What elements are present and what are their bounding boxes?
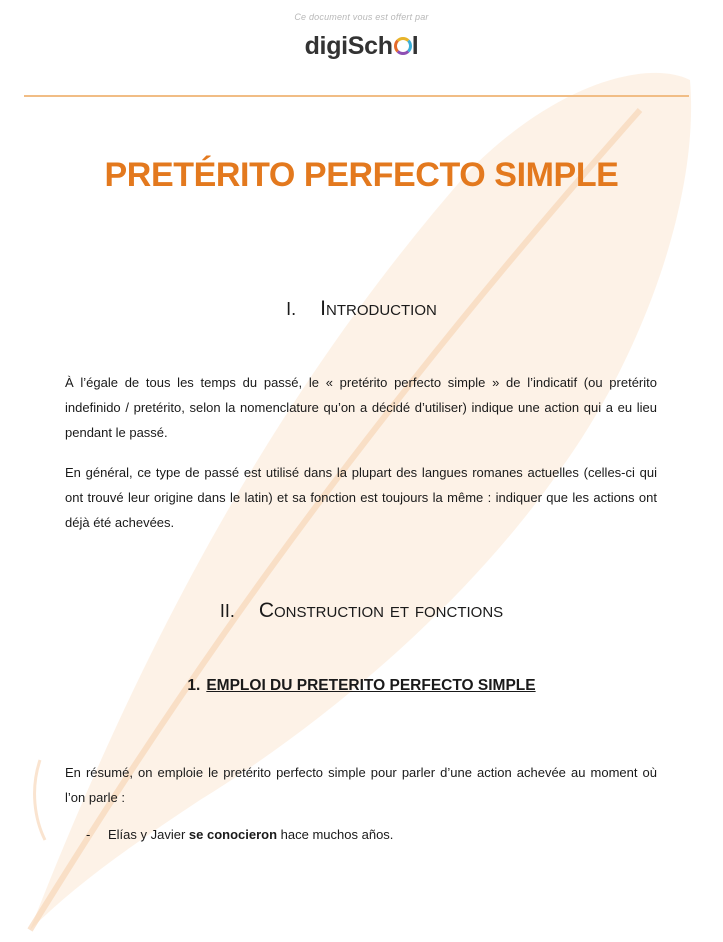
subsection-number: 1.	[187, 677, 201, 694]
usage-paragraph: En résumé, on emploie le pretérito perfecto simple pour parler d’une action achevée au moment où l’on parle :	[65, 765, 657, 805]
document-title: PRETÉRITO PERFECTO SIMPLE	[104, 156, 619, 194]
section-title: Introduction	[320, 297, 437, 320]
section-number: I.	[286, 299, 297, 319]
subsection-heading	[0, 677, 723, 695]
logo-text-start: digiSch	[304, 32, 393, 60]
section-heading-introduction	[0, 297, 723, 321]
intro-paragraph-1: À l’égale de tous les temps du passé, le « pretérito perfecto simple » de l’indicatif (ou pretérito indefinido / pretérito, selon la nomenclature qu’on a décidé d’utiliser) indique une action qui a eu lieu pendant le passé.	[65, 375, 657, 440]
example-bullet	[86, 825, 393, 845]
example-verb-highlight: se conocieron	[188, 827, 278, 842]
header-divider	[24, 95, 689, 97]
subsection-title: EMPLOI DU PRETERITO PERFECTO SIMPLE	[206, 677, 536, 694]
example-text-end: hace muchos años.	[277, 827, 394, 842]
logo-ring-icon	[394, 37, 412, 55]
logo-text-end: l	[411, 32, 419, 60]
example-text-start: Elías y Javier	[108, 827, 189, 842]
offered-by-text: Ce document vous est offert par	[294, 12, 429, 22]
intro-paragraph-2: En général, ce type de passé est utilisé dans la plupart des langues romanes actuelles (celles-ci qui ont trouvé leur origine dans le latin) et sa fonction est toujours la même : indiquer que les actions ont déjà été achevées.	[65, 465, 657, 530]
section-heading-construction	[0, 599, 723, 623]
section-title: Construction et fonctions	[258, 599, 504, 622]
section-number: II.	[219, 601, 235, 621]
digischool-logo[interactable]	[0, 32, 723, 61]
bullet-dash: -	[86, 827, 91, 842]
